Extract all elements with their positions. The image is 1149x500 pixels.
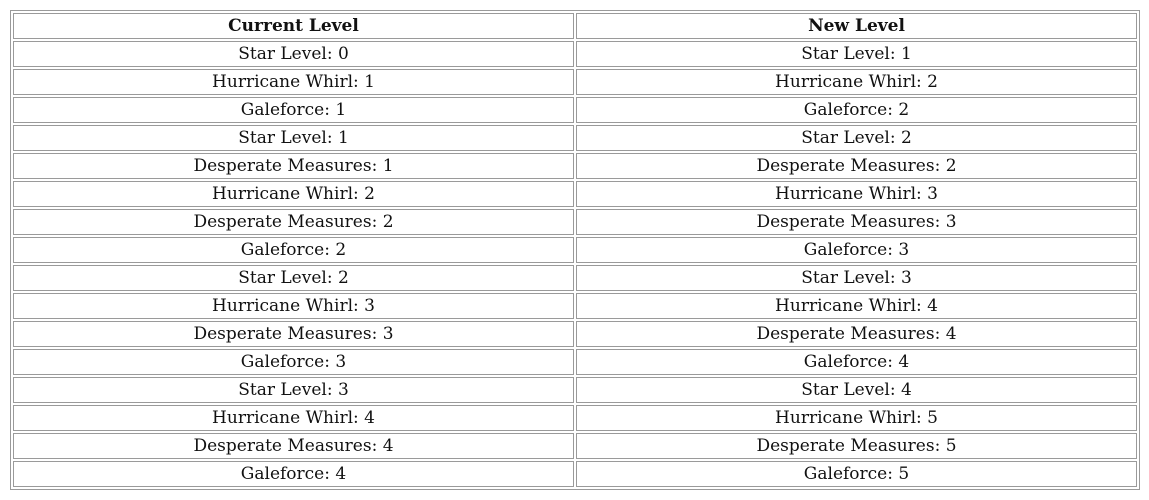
new-level-cell: Galeforce: 3 <box>576 237 1137 263</box>
current-level-cell: Galeforce: 3 <box>13 349 574 375</box>
table-row <box>13 349 1137 375</box>
current-level-cell: Desperate Measures: 2 <box>13 209 574 235</box>
new-level-cell: Galeforce: 5 <box>576 461 1137 487</box>
new-level-cell: Star Level: 1 <box>576 41 1137 67</box>
table-row <box>13 237 1137 263</box>
table-row <box>13 321 1137 347</box>
header-current-level: Current Level <box>13 13 574 39</box>
level-table-container <box>10 10 1140 490</box>
current-level-cell: Star Level: 3 <box>13 377 574 403</box>
level-table-head <box>13 13 1137 39</box>
current-level-cell: Hurricane Whirl: 1 <box>13 69 574 95</box>
current-level-cell: Desperate Measures: 1 <box>13 153 574 179</box>
level-table-body <box>13 41 1137 487</box>
table-row <box>13 461 1137 487</box>
current-level-cell: Galeforce: 2 <box>13 237 574 263</box>
level-table <box>10 10 1140 490</box>
table-row <box>13 41 1137 67</box>
current-level-cell: Hurricane Whirl: 2 <box>13 181 574 207</box>
current-level-cell: Star Level: 0 <box>13 41 574 67</box>
new-level-cell: Star Level: 3 <box>576 265 1137 291</box>
new-level-cell: Desperate Measures: 2 <box>576 153 1137 179</box>
table-row <box>13 405 1137 431</box>
current-level-cell: Hurricane Whirl: 3 <box>13 293 574 319</box>
table-row <box>13 265 1137 291</box>
new-level-cell: Galeforce: 4 <box>576 349 1137 375</box>
new-level-cell: Hurricane Whirl: 4 <box>576 293 1137 319</box>
new-level-cell: Desperate Measures: 5 <box>576 433 1137 459</box>
new-level-cell: Desperate Measures: 4 <box>576 321 1137 347</box>
table-row <box>13 377 1137 403</box>
current-level-cell: Hurricane Whirl: 4 <box>13 405 574 431</box>
table-row <box>13 433 1137 459</box>
new-level-cell: Desperate Measures: 3 <box>576 209 1137 235</box>
table-row <box>13 125 1137 151</box>
table-row <box>13 69 1137 95</box>
table-row <box>13 97 1137 123</box>
header-row <box>13 13 1137 39</box>
current-level-cell: Star Level: 1 <box>13 125 574 151</box>
header-new-level: New Level <box>576 13 1137 39</box>
table-row <box>13 293 1137 319</box>
new-level-cell: Star Level: 4 <box>576 377 1137 403</box>
table-row <box>13 153 1137 179</box>
table-row <box>13 209 1137 235</box>
current-level-cell: Desperate Measures: 4 <box>13 433 574 459</box>
current-level-cell: Galeforce: 1 <box>13 97 574 123</box>
current-level-cell: Galeforce: 4 <box>13 461 574 487</box>
current-level-cell: Desperate Measures: 3 <box>13 321 574 347</box>
new-level-cell: Hurricane Whirl: 5 <box>576 405 1137 431</box>
new-level-cell: Galeforce: 2 <box>576 97 1137 123</box>
new-level-cell: Hurricane Whirl: 3 <box>576 181 1137 207</box>
new-level-cell: Star Level: 2 <box>576 125 1137 151</box>
new-level-cell: Hurricane Whirl: 2 <box>576 69 1137 95</box>
current-level-cell: Star Level: 2 <box>13 265 574 291</box>
table-row <box>13 181 1137 207</box>
